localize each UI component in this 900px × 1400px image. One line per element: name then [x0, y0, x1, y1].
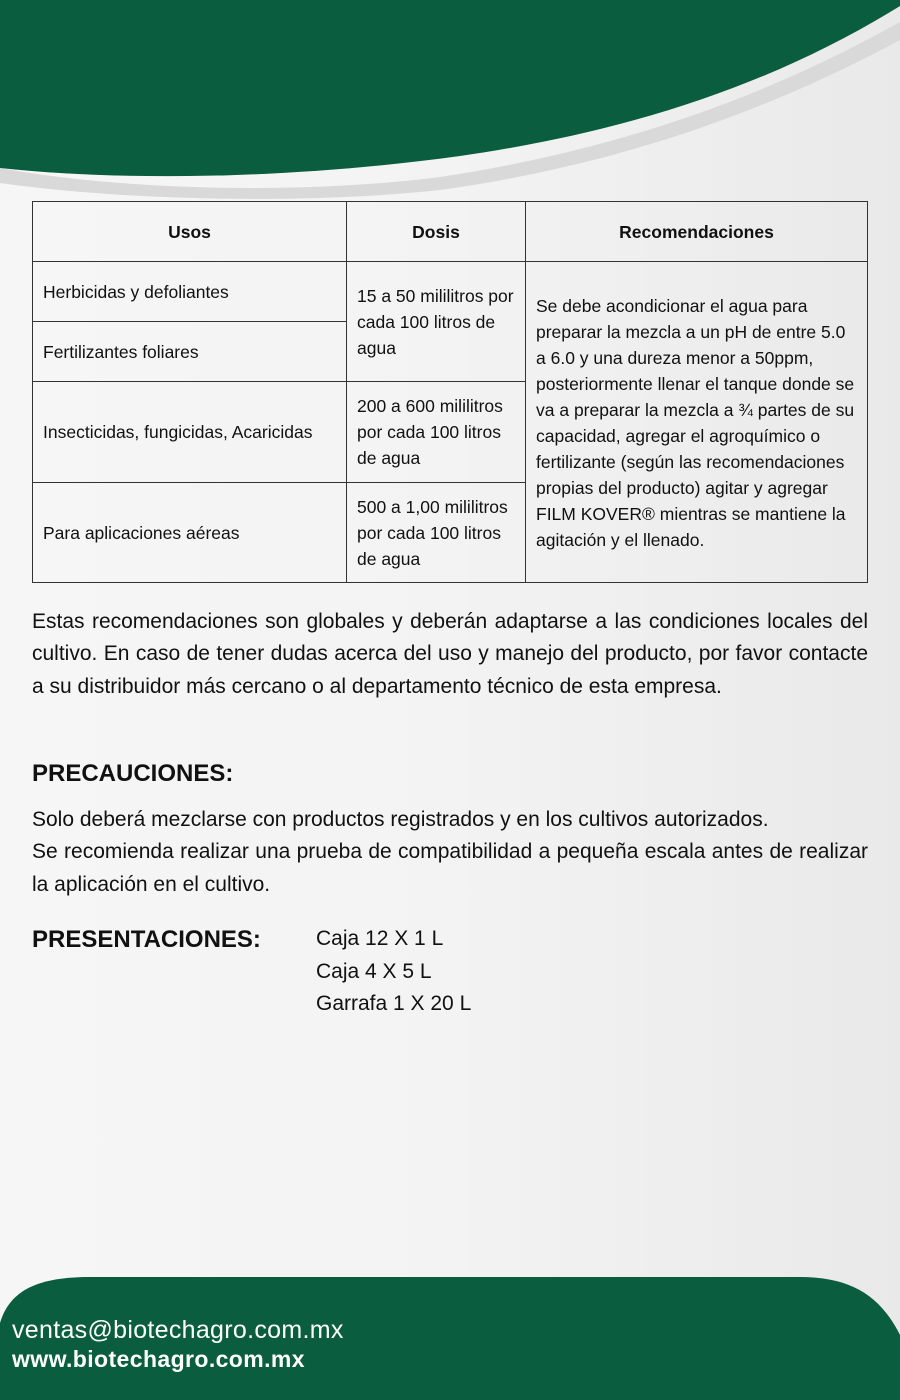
uso-cell: Fertilizantes foliares: [33, 322, 347, 382]
contact-website: www.biotechagro.com.mx: [12, 1346, 305, 1372]
header-dosis: Dosis: [347, 202, 526, 262]
uso-cell: Para aplicaciones aéreas: [33, 483, 347, 583]
precaution-line: Solo deberá mezclarse con productos registrados y en los cultivos autorizados.: [32, 808, 769, 831]
uso-cell: Insecticidas, fungicidas, Acaricidas: [33, 382, 347, 483]
presentation-item: Garrafa 1 X 20 L: [316, 992, 472, 1015]
dosis-cell: 200 a 600 mililitros por cada 100 litros de agua: [347, 382, 526, 483]
usage-table: [32, 201, 868, 583]
table-header-row: [33, 202, 868, 262]
precautions-text: [32, 804, 868, 901]
header-wave-banner: [0, 0, 900, 200]
header-recomendaciones: Recomendaciones: [526, 202, 868, 262]
presentation-item: Caja 4 X 5 L: [316, 959, 432, 983]
presentations-title: PRESENTACIONES:: [32, 926, 261, 953]
contact-email: ventas@biotechagro.com.mx: [12, 1316, 344, 1344]
dosis-cell: 500 a 1,00 mililitros por cada 100 litros de agua: [347, 483, 526, 583]
table-row: [33, 262, 868, 322]
recomendacion-cell: Se debe acondicionar el agua para preparar la mezcla a un pH de entre 5.0 a 6.0 y una dureza menor a 50ppm, posteriormente llenar el tanque donde se va a preparar la mezcla a ¾ partes de su capacidad, agregar el agroquímico o fertilizante (según las recomendaciones propias del producto) agitar y agregar FILM KOVER® mientras se mantiene la agitación y el llenado.: [526, 262, 868, 583]
presentation-item: Caja 12 X 1 L: [316, 927, 444, 950]
header-usos: Usos: [33, 202, 347, 262]
precautions-title: PRECAUCIONES:: [32, 760, 234, 787]
general-note: Estas recomendaciones son globales y deberán adaptarse a las condiciones locales del cultivo. En caso de tener dudas acerca del uso y manejo del producto, por favor contacte a su distribuidor más cercano o al departamento técnico de esta empresa.: [32, 610, 868, 698]
uso-cell: Herbicidas y defoliantes: [33, 262, 347, 322]
precaution-line: Se recomienda realizar una prueba de compatibilidad a pequeña escala antes de realizar la aplicación en el cultivo.: [32, 840, 868, 896]
dosis-cell: 15 a 50 mililitros por cada 100 litros de agua: [347, 262, 526, 382]
presentations-list: [316, 923, 471, 1021]
